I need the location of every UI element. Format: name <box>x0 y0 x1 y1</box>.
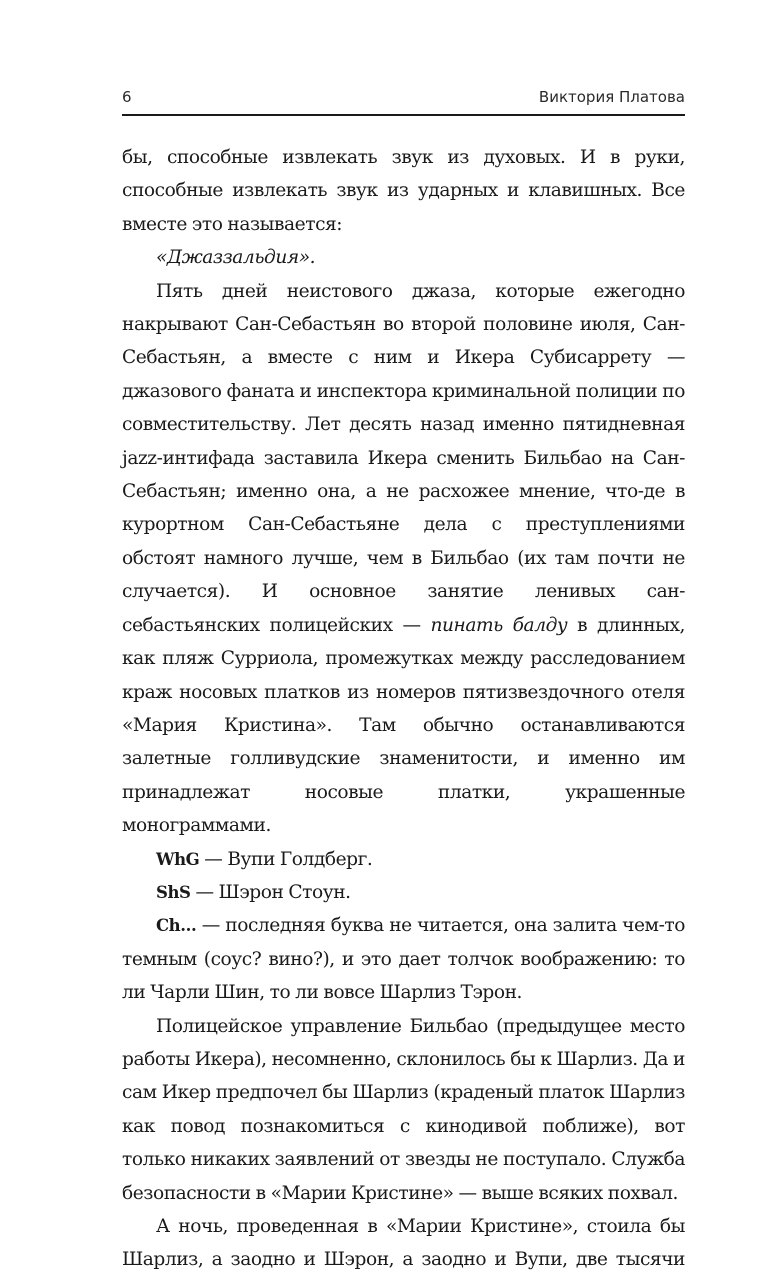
monogram: WhG <box>156 849 200 869</box>
page-number: 6 <box>122 88 132 106</box>
paragraph-7: Полицейское управление Бильбао (предыдущее место работы Икера), несомненно, склонилось бы к Шарлиз. Да и сам Икер предпочел бы Шарлиз (краденый платок Шарлиз как повод познакомиться с кинодивой поближе), вот только никаких заявлений от звезды не поступало. Служба безопасности в «Марии Кристине» — выше всяких похвал. <box>122 1015 685 1204</box>
running-header <box>122 84 685 108</box>
paragraph-1: бы, способные извлекать звук из духовых. И в руки, способные извлекать звук из ударных и клавишных. Все вместе это называется: <box>122 147 685 235</box>
paragraph-monogram-shs: ShS — Шэрон Стоун. <box>156 881 351 903</box>
page-body <box>122 141 685 1277</box>
italic-phrase: пинать балду <box>430 614 568 636</box>
paragraph-monogram-whg: WhG — Вупи Голдберг. <box>156 848 373 870</box>
header-rule <box>122 114 685 116</box>
paragraph-monogram-ch: Ch… — последняя буква не читается, она залита чем-то темным (соус? вино?), и это дает толчок воображению: то ли Чарли Шин, то ли вовсе Шарлиз Тэрон. <box>122 915 685 1004</box>
monogram: ShS <box>156 882 191 902</box>
paragraph-3: Пять дней неистового джаза, которые ежегодно накрывают Сан-Себастьян во второй половине июля, Сан-Себастьян, а вместе с ним и Икера Субисаррету — джазового фаната и инспектора криминальной полиции по совместительству. Лет десять назад именно пятидневная jazz-интифада заставила Икера сменить Бильбао на Сан-Себастьян; именно она, а не расхожее мнение, что-де в курортном Сан-Себастьяне дела с преступлениями обстоят намного лучше, чем в Бильбао (их там почти не случается). И основное занятие ленивых сан-себастьянских полицейских — пинать балду в длинных, как пляж Сурриола, промежутках между расследованием краж носовых платков из номеров пятизвездочного отеля «Мария Кристина». Там обычно останавливаются залетные голливудские знаменитости, и именно им принадлежат носовые платки, украшенные монограммами. <box>122 280 685 837</box>
paragraph-2 <box>122 241 685 274</box>
paragraph-8: А ночь, проведенная в «Марии Кристине», стоила бы Шарлиз, а заодно и Шэрон, а заодно и Вупи, две тысячи <box>122 1216 685 1271</box>
monogram: Ch… <box>156 916 197 936</box>
italic-title: «Джаззальдия». <box>156 247 316 269</box>
running-title-author: Виктория Платова <box>538 88 685 106</box>
